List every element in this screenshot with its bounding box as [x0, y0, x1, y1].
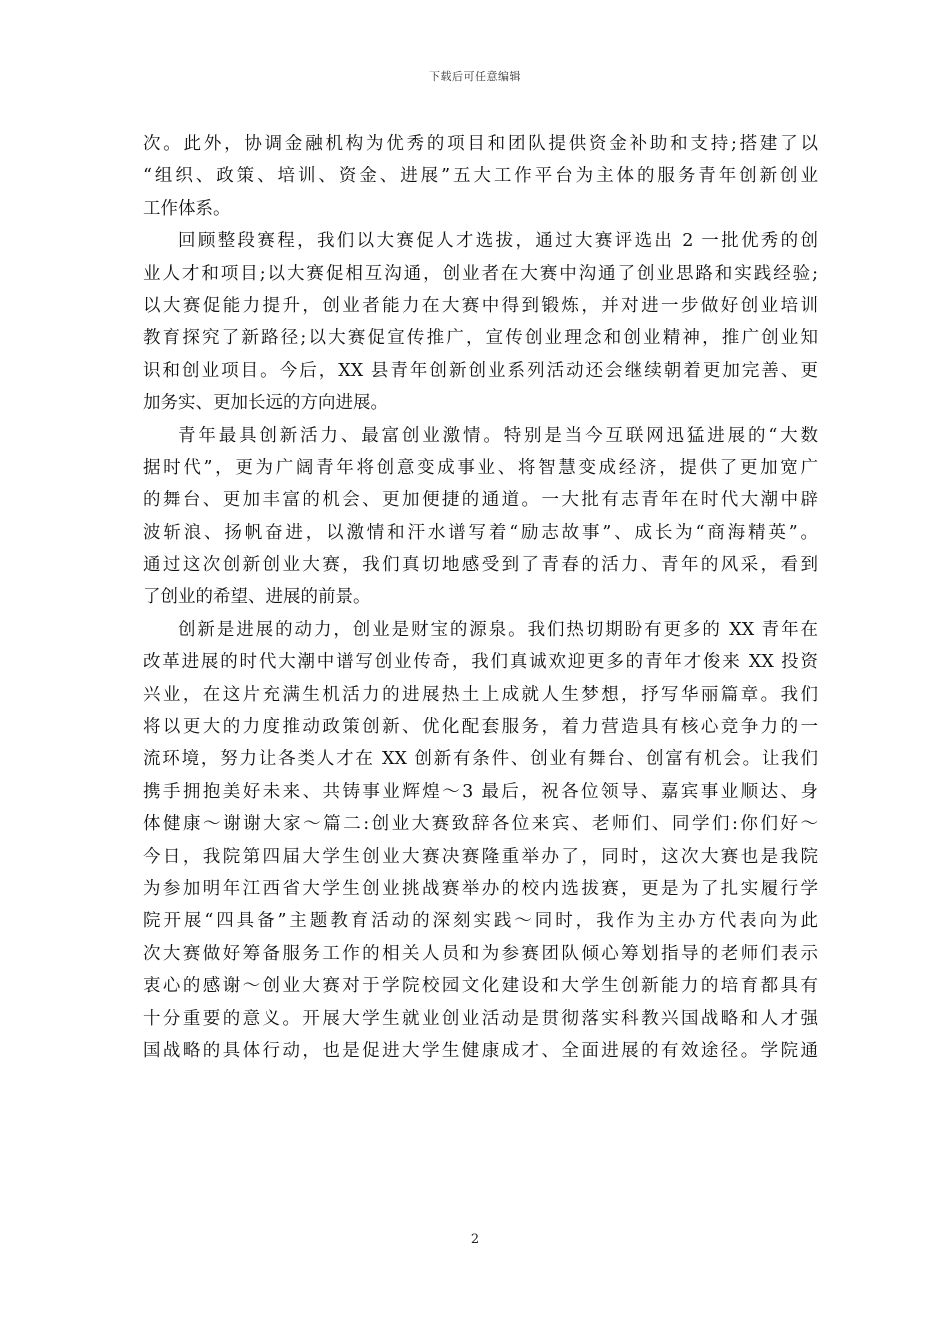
text-line: 次大赛做好筹备服务工作的相关人员和为参赛团队倾心筹划指导的老师们表示	[143, 943, 818, 964]
text-line: 携手拥抱美好未来、共铸事业辉煌～3 最后，祝各位领导、嘉宾事业顺达、身	[143, 781, 818, 802]
text-line: 创新是进展的动力，创业是财宝的源泉。我们热切期盼有更多的 XX 青年在	[178, 619, 818, 640]
text-line: 流环境，努力让各类人才在 XX 创新有条件、创业有舞台、创富有机会。让我们	[143, 749, 818, 770]
text-line: “组织、政策、培训、资金、进展”五大工作平台为主体的服务青年创新创业	[143, 166, 818, 187]
text-line: 青年最具创新活力、最富创业激情。特别是当今互联网迅猛进展的“大数	[178, 425, 818, 446]
text-line: 将以更大的力度推动政策创新、优化配套服务，着力营造具有核心竞争力的一	[143, 717, 818, 738]
text-line: 了创业的希望、进展的前景。	[143, 587, 371, 608]
text-line: 工作体系。	[143, 198, 231, 219]
text-line: 兴业，在这片充满生机活力的进展热土上成就人生梦想，抒写华丽篇章。我们	[143, 684, 818, 705]
text-line: 十分重要的意义。开展大学生就业创业活动是贯彻落实科教兴国战略和人才强	[143, 1008, 818, 1029]
body-text	[143, 128, 818, 1067]
text-line: 回顾整段赛程，我们以大赛促人才选拔，通过大赛评选出 2 一批优秀的创	[178, 231, 818, 252]
text-line: 今日，我院第四届大学生创业大赛决赛隆重举办了，同时，这次大赛也是我院	[143, 846, 818, 867]
text-line: 的舞台、更加丰富的机会、更加便捷的通道。一大批有志青年在时代大潮中辟	[143, 490, 818, 511]
text-line: 通过这次创新创业大赛，我们真切地感受到了青春的活力、青年的风采，看到	[143, 555, 818, 576]
text-line: 次。此外，协调金融机构为优秀的项目和团队提供资金补助和支持;搭建了以	[143, 134, 818, 154]
text-line: 衷心的感谢～创业大赛对于学院校园文化建设和大学生创新能力的培育都具有	[143, 976, 818, 997]
text-line: 据时代”，更为广阔青年将创意变成事业、将智慧变成经济，提供了更加宽广	[143, 457, 818, 478]
text-line: 为参加明年江西省大学生创业挑战赛举办的校内选拔赛，更是为了扎实履行学	[143, 878, 818, 899]
page-header: 下载后可任意编辑	[429, 70, 521, 83]
text-line: 波斩浪、扬帆奋进，以激情和汗水谱写着“励志故事”、成长为“商海精英”。	[143, 522, 818, 543]
text-line: 业人才和项目;以大赛促相互沟通，创业者在大赛中沟通了创业思路和实践经验;	[143, 263, 818, 284]
text-line: 院开展“四具备”主题教育活动的深刻实践～同时，我作为主办方代表向为此	[143, 911, 818, 932]
text-line: 识和创业项目。今后，XX 县青年创新创业系列活动还会继续朝着更加完善、更	[143, 360, 818, 381]
text-line: 改革进展的时代大潮中谱写创业传奇，我们真诚欢迎更多的青年才俊来 XX 投资	[143, 652, 818, 673]
text-line: 加务实、更加长远的方向进展。	[143, 393, 388, 414]
text-line: 教育探究了新路径;以大赛促宣传推广，宣传创业理念和创业精神，推广创业知	[143, 328, 818, 349]
text-line: 体健康～谢谢大家～篇二:创业大赛致辞各位来宾、老师们、同学们:你们好～	[143, 814, 818, 835]
text-line: 以大赛促能力提升，创业者能力在大赛中得到锻炼，并对进一步做好创业培训	[143, 295, 818, 316]
page-number: 2	[470, 1232, 480, 1247]
text-line: 国战略的具体行动，也是促进大学生健康成才、全面进展的有效途径。学院通	[143, 1040, 818, 1061]
